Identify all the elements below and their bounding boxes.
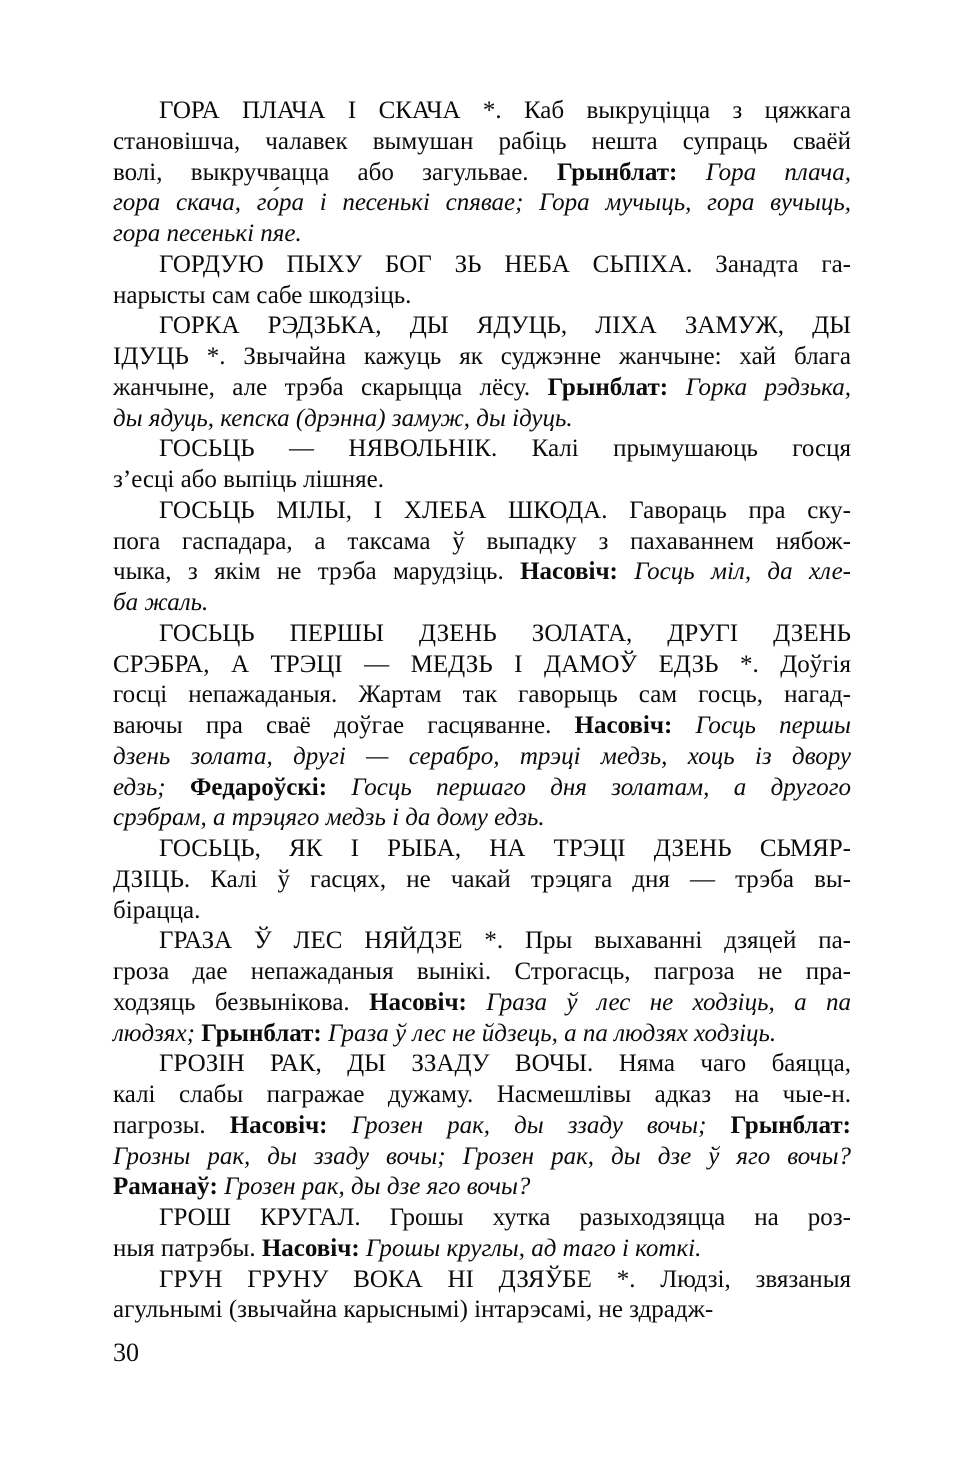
text-run: ГОРДУЮ ПЫХУ БОГ ЗЬ НЕБА СЬПІХА. Занадта га- (159, 250, 851, 278)
text-run: ныя патрэбы. (113, 1234, 262, 1262)
page-content (113, 96, 851, 1326)
text-line (113, 281, 851, 312)
source-label: Насовіч: (574, 712, 673, 739)
proverb-quote: Госць першаго дня золатам, а другого (327, 773, 851, 801)
text-line (113, 1019, 851, 1050)
text-run: волі, выкручвацца або загульвае. (113, 158, 557, 186)
text-run: ГОСЬЦЬ МІЛЫ, І ХЛЕБА ШКОДА. Гавораць пра ску- (159, 496, 851, 524)
text-line (113, 465, 851, 496)
dictionary-entry (113, 619, 851, 834)
dictionary-entry (113, 311, 851, 434)
text-line (113, 1142, 851, 1173)
proverb-quote: Горка рэдзька, (668, 373, 851, 401)
text-line (113, 1203, 851, 1234)
text-run: нарысты сам сабе шкодзіць. (113, 281, 412, 309)
text-run: ГОСЬЦЬ, ЯК І РЫБА, НА ТРЭЦІ ДЗЕНЬ СЬМЯР- (159, 835, 851, 862)
text-line (113, 619, 851, 650)
source-label: Насовіч: (261, 1234, 360, 1262)
source-label: Грынблат: (556, 158, 678, 186)
dictionary-entry (113, 496, 851, 619)
text-run: ГОРКА РЭДЗЬКА, ДЫ ЯДУЦЬ, ЛІХА ЗАМУЖ, ДЫ (159, 312, 851, 340)
text-line (113, 219, 851, 250)
text-line (113, 311, 851, 342)
source-label: Насовіч: (520, 558, 618, 586)
dictionary-entry (113, 96, 851, 250)
proverb-quote: Граза ў лес не ходзіць, а па (466, 988, 851, 1016)
text-run: ІДУЦЬ *. Звычайна кажуць як суджэнне жанчыне: хай блага (113, 343, 851, 370)
text-line (113, 988, 851, 1019)
text-line (113, 527, 851, 558)
proverb-quote: Грошы круглы, ад таго і коткі. (359, 1234, 702, 1262)
text-line (113, 496, 851, 527)
dictionary-entry (113, 834, 851, 926)
text-line (113, 188, 851, 219)
proverb-quote: срэбрам, а трэцяго медзь і да дому едзь. (113, 804, 545, 832)
dictionary-entry (113, 1265, 851, 1327)
text-run: гроза дае непажаданыя вынікі. Строгасць, пагроза не пра- (113, 958, 851, 985)
text-line (113, 742, 851, 773)
text-run: жанчыне, але трэба скарыцца лёсу. (113, 373, 548, 401)
proverb-quote: дзень золата, другі — серабро, трэці медзь, хоць із двору (113, 742, 851, 770)
source-label: Грынблат: (730, 1111, 851, 1139)
page-number: 30 (113, 1338, 139, 1367)
text-line (113, 1172, 851, 1203)
text-line (113, 865, 851, 896)
text-run: калі слабы пагражае дужаму. Насмешлівы адказ на чые-н. (113, 1081, 851, 1108)
dictionary-entry (113, 434, 851, 496)
text-line (113, 404, 851, 435)
text-line (113, 342, 851, 373)
source-label: Федароўскі: (189, 773, 328, 801)
text-line (113, 1080, 851, 1111)
text-line (113, 1111, 851, 1142)
text-run: ходзяць безвынікова. (113, 988, 370, 1016)
text-run: ГОСЬЦЬ — НЯВОЛЬНІК. Калі прымушаюць госця (159, 435, 851, 463)
text-run: ГРОЗІН РАК, ДЫ ЗЗАДУ ВОЧЫ. Няма чаго баяцца, (159, 1050, 851, 1078)
text-line (113, 1265, 851, 1296)
proverb-quote: гора песенькі пяе. (113, 220, 302, 247)
dictionary-entry (113, 1049, 851, 1203)
text-run: з’есці або выпіць лішняе. (113, 466, 385, 493)
source-label: Грынблат: (547, 373, 669, 401)
text-run: ГОРА ПЛАЧА І СКАЧА *. Каб выкруціцца з цяжкага (159, 97, 851, 124)
proverb-quote: Грозен рак, ды ззаду вочы; (327, 1111, 731, 1139)
text-line (113, 711, 851, 742)
proverb-quote: гора скача, го́ра і песенькі спявае; Гора мучыць, гора вучыць, (113, 189, 851, 217)
text-line (113, 158, 851, 189)
source-label: Раманаў: (113, 1173, 218, 1201)
text-run: ваючы пра сваё доўгае гасцяванне. (113, 712, 575, 739)
text-line (113, 680, 851, 711)
text-line (113, 1049, 851, 1080)
text-run: ГОСЬЦЬ ПЕРШЫ ДЗЕНЬ ЗОЛАТА, ДРУГІ ДЗЕНЬ (159, 619, 851, 647)
source-label: Насовіч: (369, 988, 467, 1016)
text-run: госці непажаданыя. Жартам так гаворыць сам госць, нагад- (113, 681, 851, 709)
proverb-quote: Грозен рак, ды дзе яго вочы? (217, 1173, 531, 1201)
text-run: агульнымі (звычайна карыснымі) інтарэсамі, не здрадж- (113, 1296, 714, 1324)
text-line (113, 434, 851, 465)
proverb-quote: людзях; (113, 1019, 202, 1047)
text-line (113, 1295, 851, 1326)
text-line (113, 96, 851, 127)
text-line (113, 773, 851, 804)
text-run: становішча, чалавек вымушан рабіць нешта супраць сваёй (113, 127, 851, 155)
proverb-quote: Граза ў лес не йдзець, а па людзях ходзіць. (321, 1019, 777, 1047)
text-run: чыка, з якім не трэба марудзіць. (113, 558, 521, 586)
text-line (113, 834, 851, 865)
text-line (113, 250, 851, 281)
dictionary-entry (113, 926, 851, 1049)
text-run: ГРАЗА Ў ЛЕС НЯЙДЗЕ *. Пры выхаванні дзяцей па- (159, 927, 851, 955)
text-run: пога гаспадара, а таксама ў выпадку з пахаваннем нябож- (113, 527, 851, 555)
dictionary-entry (113, 1203, 851, 1265)
proverb-quote: ба жаль. (113, 589, 209, 616)
proverb-quote: Госць першы (672, 712, 851, 739)
text-line (113, 926, 851, 957)
proverb-quote: едзь; (113, 773, 190, 801)
text-line (113, 803, 851, 834)
proverb-quote: Грозны рак, ды ззаду вочы; Грозен рак, ды дзе ў яго вочы? (113, 1142, 851, 1170)
text-line (113, 557, 851, 588)
text-line (113, 650, 851, 681)
proverb-quote: ды ядуць, кепска (дрэнна) замуж, ды ідуць. (113, 404, 573, 432)
text-run: СРЭБРА, А ТРЭЦІ — МЕДЗЬ І ДАМОЎ ЕДЗЬ *. Доўгія (113, 650, 851, 678)
text-run: пагрозы. (113, 1111, 230, 1139)
text-line (113, 373, 851, 404)
proverb-quote: Гора плача, (677, 158, 851, 186)
text-line (113, 1234, 851, 1265)
text-line (113, 896, 851, 927)
text-line (113, 127, 851, 158)
text-run: ГРУН ГРУНУ ВОКА НІ ДЗЯЎБЕ *. Людзі, звязаныя (159, 1265, 851, 1293)
text-line (113, 957, 851, 988)
text-line (113, 588, 851, 619)
source-label: Насовіч: (229, 1111, 328, 1139)
source-label: Грынблат: (201, 1019, 322, 1047)
dictionary-entry (113, 250, 851, 312)
text-run: бірацца. (113, 896, 201, 924)
proverb-quote: Госць міл, да хле- (617, 558, 851, 586)
text-run: ГРОШ КРУГАЛ. Грошы хутка разыходзяцца на роз- (159, 1204, 851, 1231)
text-run: ДЗІЦЬ. Калі ў гасцях, не чакай трэцяга дня — трэба вы- (113, 865, 851, 893)
